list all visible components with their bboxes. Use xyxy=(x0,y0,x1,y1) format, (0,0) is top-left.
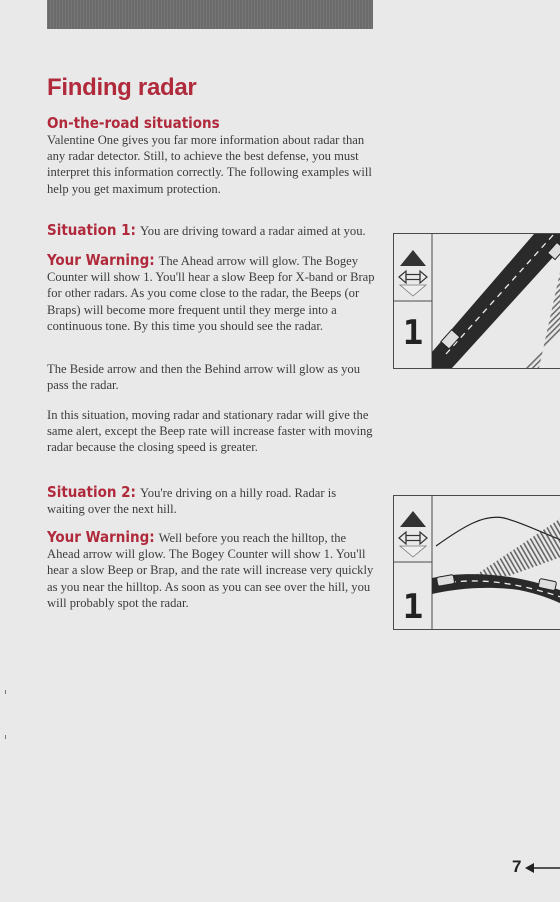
situation1-warning-paragraph xyxy=(47,252,377,334)
scan-mark xyxy=(5,735,6,739)
behind-arrow-icon xyxy=(400,285,426,296)
situation1-paragraph-3: In this situation, moving radar and stationary radar will give the same alert, except the Beep rate will increase faster with moving radar because the closing speed is greater. xyxy=(47,408,373,455)
situation1-paragraph xyxy=(47,222,377,239)
display-panel-2 xyxy=(399,511,427,627)
situation1-warning-text: The Ahead arrow will glow. The Bogey Counter will show 1. You'll hear a slow Beep for X-band or Brap for other radars. As you come close to the radar, the Beeps (or Braps) will become more frequent until they merge into a continuous tone. By this time you should see the radar. xyxy=(47,254,375,333)
page-number: 7 xyxy=(512,857,522,876)
page-arrow-icon xyxy=(525,862,560,874)
intro-paragraph: Valentine One gives you far more information about radar than any radar detector. Still, to achieve the best defense, you must interpret this information correctly. The following examples will help you get maximum protection. xyxy=(47,133,372,196)
situation1-warning-label: Your Warning: xyxy=(47,251,155,269)
beside-arrow-icon xyxy=(399,532,427,544)
bogey-counter: 1 xyxy=(402,587,424,627)
header-bar xyxy=(47,0,373,29)
road-scene xyxy=(432,234,560,368)
bogey-counter: 1 xyxy=(402,313,424,353)
beside-arrow-icon xyxy=(399,271,427,283)
section-subtitle: On-the-road situations xyxy=(47,114,220,132)
situation1-text: You are driving toward a radar aimed at you. xyxy=(139,224,366,238)
scan-mark xyxy=(5,690,6,694)
page-title: Finding radar xyxy=(47,74,197,101)
situation2-diagram xyxy=(393,495,560,630)
behind-arrow-icon xyxy=(400,546,426,557)
ahead-arrow-icon xyxy=(400,511,426,527)
situation2-warning-label: Your Warning: xyxy=(47,528,155,546)
situation2-label: Situation 2: xyxy=(47,483,136,501)
situation2-warning-paragraph xyxy=(47,529,377,611)
situation2-paragraph xyxy=(47,484,377,517)
ahead-arrow-icon xyxy=(400,250,426,266)
situation1-label: Situation 1: xyxy=(47,221,136,239)
situation2-text: You're driving on a hilly road. Radar is waiting over the next hill. xyxy=(47,486,337,517)
situation2-warning-text: Well before you reach the hilltop, the Ahead arrow will glow. The Bogey Counter will show 1. You'll hear a slow Beep or Brap, and the rate will increase very quickly as you near the hilltop. As soon as you can see over the hill, you will probably spot the radar. xyxy=(47,531,374,610)
situation1-diagram xyxy=(393,233,560,369)
hill-scene xyxy=(432,516,560,606)
situation1-paragraph-2: The Beside arrow and then the Behind arrow will glow as you pass the radar. xyxy=(47,362,361,393)
